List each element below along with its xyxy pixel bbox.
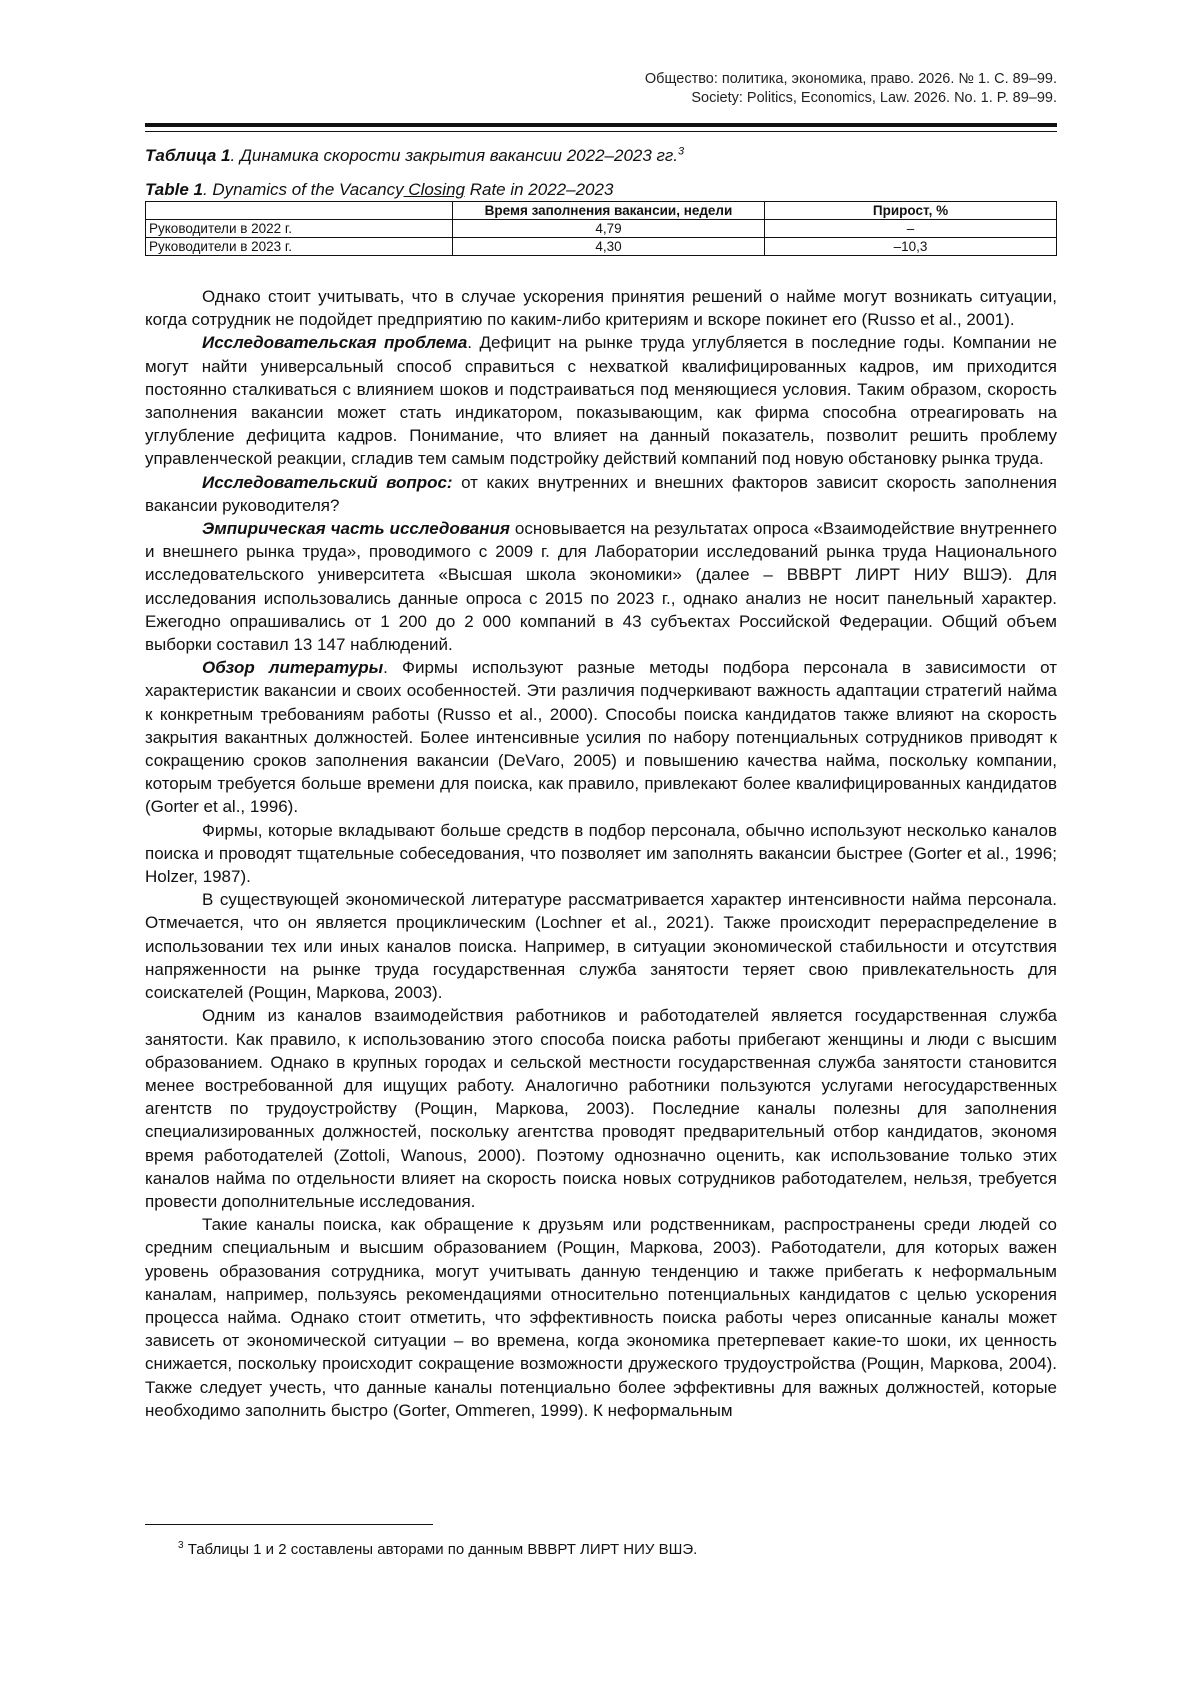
table-caption-ru-text: . Динамика скорости закрытия вакансии 2022–2023 гг. xyxy=(230,146,679,165)
table-cell-label: Руководители в 2023 г. xyxy=(146,238,453,256)
paragraph-lead: Эмпирическая часть исследования xyxy=(202,519,510,539)
paragraph-text: основывается на результатах опроса «Взаимодействие внутреннего и внешнего рынка труда», проводимого с 2009 г. для Лаборатории исследований рынка труда Национального исследовательского университета «Высшая школа экономики» (далее – ВВВРТ ЛИРТ НИУ ВШЭ). Для исследования использовались данные опроса с 2015 по 2023 г., однако анализ не носит панельный характер. Ежегодно опрашивались от 1 200 до 2 000 компаний в 43 субъектах Российской Федерации. Общий объем выборки составил 13 147 наблюдений. xyxy=(145,519,1057,655)
paragraph-lead: Обзор литературы xyxy=(202,658,384,678)
table-cell-value: 4,79 xyxy=(453,220,765,238)
footnote xyxy=(178,1536,697,1559)
table-row xyxy=(146,220,1057,238)
paragraph xyxy=(145,517,1057,656)
paragraph: Фирмы, которые вкладывают больше средств в подбор персонала, обычно используют несколько каналов поиска и проводят тщательные собеседования, что позволяет им заполнять вакансии быстрее (Gorter et al., 1996; Holzer, 1987). xyxy=(145,820,1057,887)
paragraph-text: от каких внутренних и внешних факторов зависит скорость заполнения вакансии руководителя? xyxy=(145,472,1057,515)
footnote-rule xyxy=(145,1524,433,1525)
paragraph-text: . Дефицит на рынке труда углубляется в последние годы. Компании не могут найти универсальный способ справиться с нехваткой квалифицированных кадров, им приходится постоянно сталкиваться с влиянием шоков и подстраиваться под меняющиеся условия. Таким образом, скорость заполнения вакансии может стать индикатором, показывающим, как фирма способна отреагировать на углубление дефицита кадров. Понимание, что влияет на данный показатель, позволит решить проблему управленческой реакции, сгладив тем самым подстройку действий компаний под новую обстановку рынка труда. xyxy=(145,333,1057,469)
table-header-row xyxy=(146,202,1057,220)
paragraph-lead: Исследовательский вопрос: xyxy=(202,472,453,492)
table-caption-en-text-a: . Dynamics of the Vacancy xyxy=(202,180,404,199)
table-cell-label: Руководители в 2022 г. xyxy=(146,220,453,238)
table-header-cell: Время заполнения вакансии, недели xyxy=(453,202,765,220)
table-caption-en xyxy=(145,179,613,201)
table-caption-en-text-b: Closing xyxy=(403,180,465,199)
paragraph: Одним из каналов взаимодействия работников и работодателей является государственная служба занятости. Как правило, к использованию этого способа поиска работы прибегают женщины и люди с высшим образованием. Однако в крупных городах и сельской местности государственная служба занятости становится менее востребованной для ищущих работу. Аналогично работники пользуются услугами негосударственных агентств по трудоустройству (Рощин, Маркова, 2003). Последние каналы полезны для заполнения специализированных должностей, поскольку агентства проводят предварительный отбор кандидатов, экономя время работодателей (Zottoli, Wanous, 2000). Поэтому однозначно оценить, как использование только этих каналов найма по отдельности влияет на скорость поиска новых сотрудников работодателем, нельзя, требуется провести дополнительные исследования. xyxy=(145,1006,1057,1211)
table-cell-value: – xyxy=(765,220,1057,238)
table-caption-ru xyxy=(145,145,684,167)
running-header xyxy=(645,70,1057,108)
paragraph: Такие каналы поиска, как обращение к друзьям или родственникам, распространены среди людей со средним специальным и высшим образованием (Рощин, Маркова, 2003). Работодатели, для которых важен уровень образования сотрудника, могут учитывать данную тенденцию и также прибегать к неформальным каналам, например, пользуясь рекомендациями относительно потенциальных кандидатов с целью ускорения процесса найма. Однако стоит отметить, что эффективность поиска работы через описанные каналы может зависеть от экономической ситуации – во времена, когда экономика претерпевает какие-то шоки, их ценность снижается, поскольку происходит сокращение возможности дружеского трудоустройства (Рощин, Маркова, 2004). Также следует учесть, что данные каналы потенциально более эффективны для важных должностей, которые необходимо заполнить быстро (Gorter, Ommeren, 1999). К неформальным xyxy=(145,1215,1057,1420)
table-caption-en-label: Table 1 xyxy=(145,180,203,199)
header-line-en: Society: Politics, Economics, Law. 2026. No. 1. P. 89–99. xyxy=(691,90,1057,106)
table-header-cell xyxy=(146,202,453,220)
footnote-text: Таблицы 1 и 2 составлены авторами по данным ВВВРТ ЛИРТ НИУ ВШЭ. xyxy=(183,1541,698,1558)
header-line-ru: Общество: политика, экономика, право. 2026. № 1. С. 89–99. xyxy=(644,71,1057,87)
paragraph: В существующей экономической литературе рассматривается характер интенсивности найма персонала. Отмечается, что он является проциклическим (Lochner et al., 2021). Также происходит перераспределение в использовании тех или иных каналов поиска. Например, в ситуации экономической стабильности и отсутствия напряженности на рынке труда государственная служба занятости теряет свою привлекательность для соискателей (Рощин, Маркова, 2003). xyxy=(145,890,1057,1003)
paragraph xyxy=(145,331,1057,470)
table-cell-value: 4,30 xyxy=(453,238,765,256)
footnote-number: 3 xyxy=(178,1540,184,1551)
paragraph-text: . Фирмы используют разные методы подбора персонала в зависимости от характеристик вакансии и своих особенностей. Эти различия подчеркивают важность адаптации стратегий найма к конкретным требованиям работы (Russo et al., 2000). Способы поиска кандидатов также влияют на скорость закрытия вакантных должностей. Более интенсивные усилия по набору потенциальных сотрудников приводят к сокращению сроков заполнения вакансии (DeVaro, 2005) и повышению качества найма, поскольку компании, которым требуется больше времени для поиска, как правило, привлекают более квалифицированных кандидатов (Gorter et al., 1996). xyxy=(145,658,1057,817)
body-text xyxy=(145,285,1057,1422)
table-header-cell: Прирост, % xyxy=(765,202,1057,220)
header-rule-thin xyxy=(145,131,1057,132)
header-rule-thick xyxy=(145,123,1057,127)
paragraph-lead: Исследовательская проблема xyxy=(202,333,468,353)
vacancy-closing-rate-table xyxy=(145,201,1057,256)
table-caption-en-text-c: Rate in 2022–2023 xyxy=(465,180,614,199)
table-caption-footnote-ref[interactable]: 3 xyxy=(678,145,685,158)
table-cell-value: –10,3 xyxy=(765,238,1057,256)
table-row xyxy=(146,238,1057,256)
paragraph xyxy=(145,471,1057,517)
paragraph xyxy=(145,656,1057,818)
table-caption-ru-label: Таблица 1 xyxy=(145,146,231,165)
paragraph: Однако стоит учитывать, что в случае ускорения принятия решений о найме могут возникать ситуации, когда сотрудник не подойдет предприятию по каким-либо критериям и вскоре покинет его (Russo et al., 2001). xyxy=(145,287,1057,330)
